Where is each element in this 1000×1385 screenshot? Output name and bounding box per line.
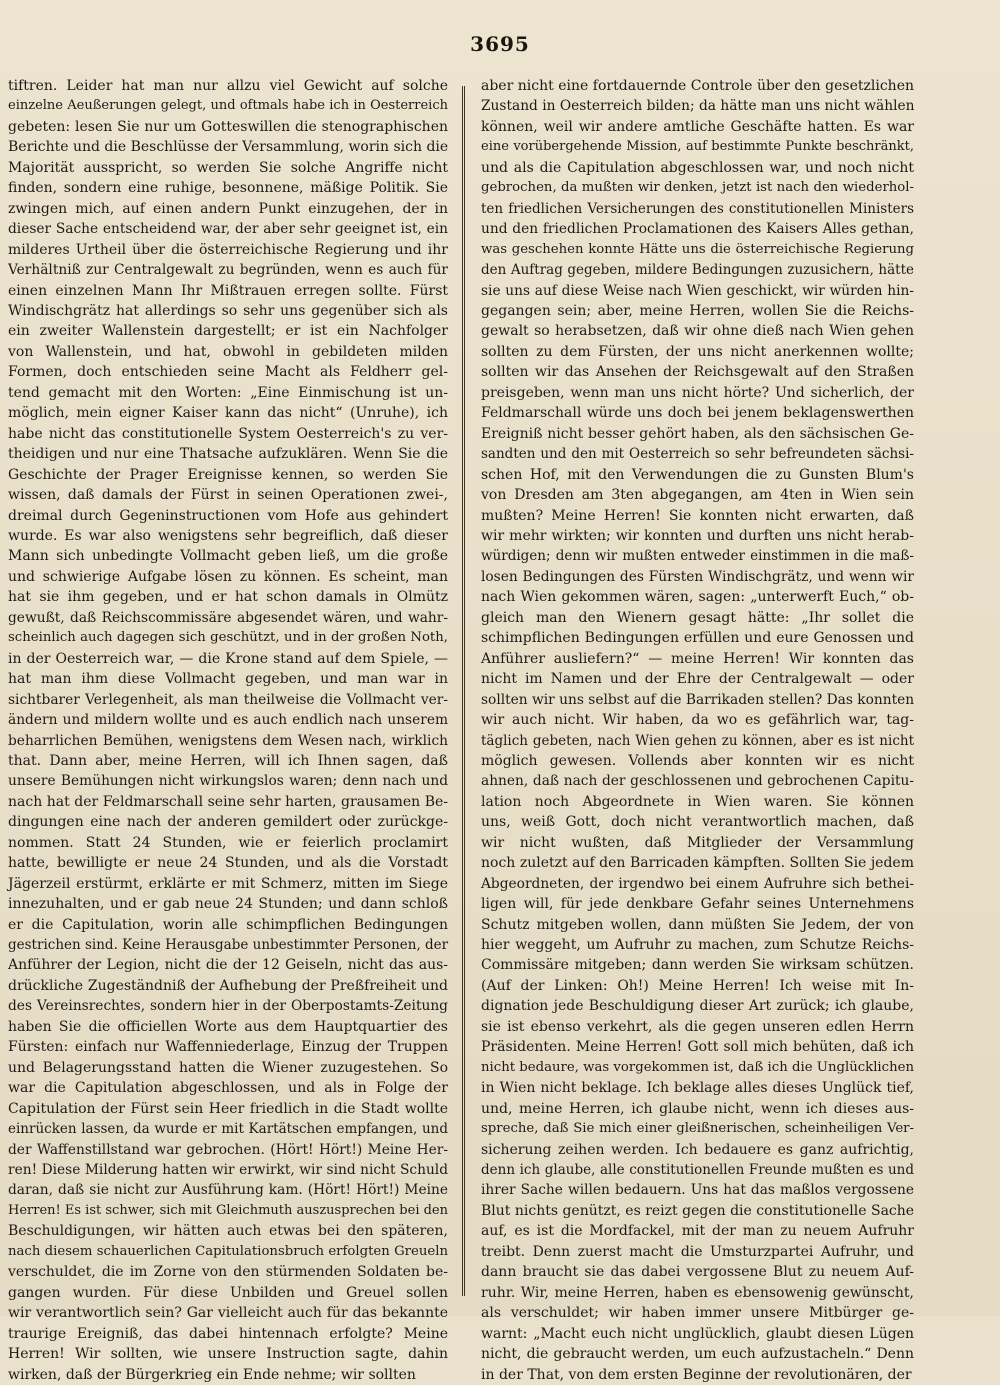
text-line: aber nicht eine fortdauernde Controle über den gesetzlichen — [481, 78, 914, 94]
text-line: dignation jede Beschuldigung dieser Art zurück; ich glaube, — [481, 998, 914, 1015]
text-line: möglich gewesen. Vollends aber konnten wir es nicht — [481, 752, 914, 769]
text-line: sollten wir das Ansehen der Reichsgewalt auf den Straßen — [481, 364, 914, 381]
text-line: mußten? Meine Herren! Sie konnten nicht erwarten, daß — [481, 507, 914, 524]
text-line: gebrochen, da mußten wir denken, jetzt ist nach den wiederhol- — [481, 180, 914, 196]
column-divider — [462, 86, 465, 1296]
text-line: nicht bedaure, was vorgekommen ist, daß ich die Unglücklichen — [481, 1059, 914, 1075]
text-line: des Vereinsrechtes, sondern hier in der Oberpostamts-Zeitung — [8, 998, 448, 1015]
text-line: hier weggeht, um Aufruhr zu machen, zum Schutze Reichs- — [481, 937, 914, 954]
text-line: that. Dann aber, meine Herren, will ich Ihnen sagen, daß — [8, 752, 448, 769]
text-line: nicht im Namen und der Ehre der Centralgewalt — oder — [481, 671, 914, 688]
text-line: Jägerzeil erstürmt, erklärte er mit Schmerz, mitten im Siege — [8, 875, 448, 892]
text-line: und, meine Herren, ich glaube nicht, wenn ich dieses aus- — [481, 1100, 914, 1117]
text-line: ein zweiter Wallenstein dargestellt; er ist ein Nachfolger — [8, 323, 448, 340]
text-line: eine vorübergehende Mission, auf bestimmte Punkte beschränkt, — [481, 139, 914, 155]
right-column — [481, 76, 915, 1383]
text-line: täglich gebeten, nach Wien gehen zu können, aber es ist nicht — [481, 732, 914, 749]
text-line: was geschehen konnte Hätte uns die österreichische Regierung — [481, 241, 914, 257]
text-line: gegangen sein; aber, meine Herren, wollen Sie die Reichs- — [481, 302, 914, 319]
text-line: ändern und mildern wollte und es auch endlich nach unserem — [8, 712, 448, 729]
text-line: Majorität ausspricht, so werden Sie solche Angriffe nicht — [8, 159, 448, 176]
text-line: von Dresden am 3ten abgegangen, am 4ten in Wien sein — [481, 487, 914, 504]
text-line: nach hat der Feldmarschall seine sehr harten, grausamen Be- — [8, 793, 448, 810]
text-line: wir nicht wußten, daß Mitglieder der Versammlung — [481, 834, 914, 851]
text-line: dingungen eine nach der anderen gemildert oder zurückge- — [8, 814, 448, 831]
text-line: ten friedlichen Versicherungen des constitutionellen Ministers — [481, 200, 914, 217]
text-line: auf, es ist die Mordfackel, mit der man zu neuem Aufruhr — [481, 1223, 914, 1240]
text-line: hat sie ihm gegeben, und er hat schon damals in Olmütz — [8, 589, 448, 606]
text-line: wurde. Es war also wenigstens sehr begreiflich, daß dieser — [8, 527, 448, 544]
text-line: und als die Capitulation abgeschlossen war, und noch nicht — [481, 159, 914, 176]
text-line: dann braucht sie das dabei vergossene Blut zu neuem Auf- — [481, 1264, 914, 1281]
text-line: tend gemacht mit den Worten: „Eine Einmischung ist un- — [8, 384, 448, 401]
text-line: Anführer der Legion, nicht die der 12 Geiseln, nicht das aus- — [8, 957, 448, 974]
text-line: tiftren. Leider hat man nur allzu viel Gewicht auf solche — [8, 78, 448, 94]
text-line: Zustand in Oesterreich bilden; da hätte man uns nicht wählen — [481, 98, 915, 115]
text-line: ruhr. Wir, meine Herren, haben es ebensowenig gewünscht, — [481, 1284, 914, 1301]
text-line: Geschichte der Prager Ereignisse kennen, so werden Sie — [8, 466, 448, 483]
text-line: würdigen; denn wir mußten entweder einstimmen in die maß- — [481, 548, 914, 565]
text-line: unsere Bemühungen nicht wirkungslos waren; denn nach und — [8, 773, 448, 790]
page-number: 3695 — [470, 32, 530, 56]
text-line: wissen, daß damals der Fürst in seinen Operationen zwei-, — [8, 487, 448, 504]
text-line: sichtbarer Verlegenheit, als man theilweise die Vollmacht ver- — [8, 691, 448, 708]
text-line: gestrichen sind. Keine Herausgabe unbestimmter Personen, der — [8, 937, 449, 954]
text-line: einzelne Aeußerungen gelegt, und oftmals habe ich in Oesterreich — [8, 98, 448, 114]
text-line: denn ich glaube, alle constitutionellen Freunde mußten es und — [481, 1162, 914, 1179]
text-line: theidigen und nur eine Thatsache aufzuklären. Wenn Sie die — [8, 446, 448, 463]
text-line: warnt: „Macht euch nicht unglücklich, glaubt diesen Lügen — [481, 1325, 914, 1342]
text-line: und Belagerungsstand hatten die Wiener zuzugestehen. So — [8, 1059, 448, 1076]
text-line: und den friedlichen Proclamationen des Kaisers Alles gethan, — [481, 221, 914, 238]
text-line: ihrer Sache willen bedauern. Uns hat das maßlos vergossene — [481, 1182, 914, 1199]
text-line: den Auftrag gegeben, mildere Bedingungen zuzusichern, hätte — [481, 262, 914, 279]
left-column — [8, 76, 449, 1383]
text-line: sollten wir uns selbst auf die Barrikaden stellen? Das konnten — [481, 691, 915, 708]
text-line: und schwierige Aufgabe lösen zu können. Es scheint, man — [8, 568, 448, 585]
text-line: Anführer ausliefern?“ — meine Herren! Wir konnten das — [481, 650, 914, 667]
text-line: wir verantwortlich sein? Gar vielleicht auch für das bekannte — [8, 1305, 448, 1322]
text-line: sicherung zeihen werden. Ich bedauere es ganz aufrichtig, — [481, 1141, 914, 1158]
text-line: Fürsten: einfach nur Waffenniederlage, Einzug der Truppen — [8, 1039, 448, 1056]
text-line: Mann sich unbedingte Vollmacht geben ließ, um die große — [8, 548, 448, 565]
text-line: ren! Diese Milderung hatten wir erwirkt, wir sind nicht Schuld — [8, 1162, 448, 1179]
text-line: verschuldet, die im Zorne von den stürmenden Soldaten be- — [8, 1264, 448, 1281]
text-line: möglich, mein eigner Kaiser kann das nicht“ (Unruhe), ich — [8, 405, 448, 422]
text-line: scheinlich auch dagegen sich geschützt, und in der großen Noth, — [8, 630, 448, 646]
text-line: uns, weiß Gott, doch nicht verantwortlich machen, daß — [481, 814, 914, 831]
text-line: in der That, von dem ersten Beginne der revolutionären, der — [481, 1366, 912, 1383]
text-line: milderes Urtheil über die österreichische Regierung und ihr — [8, 241, 448, 258]
text-line: hatte, bewilligte er neue 24 Stunden, und als die Vorstadt — [8, 855, 448, 872]
text-line: Formen, doch entschieden seine Macht als Feldherr gel- — [8, 364, 448, 381]
text-line: schimpflichen Bedingungen erfüllen und eure Genossen und — [481, 630, 914, 647]
text-line: losen Bedingungen des Fürsten Windischgrätz, und wenn wir — [481, 568, 914, 585]
text-line: Beschuldigungen, wir hätten auch etwas bei den späteren, — [8, 1223, 448, 1240]
text-line: nach diesem schauerlichen Capitulationsbruch erfolgten Greueln — [8, 1243, 448, 1259]
text-line: Blut nichts genützt, es reizt gegen die constitutionelle Sache — [481, 1202, 915, 1219]
text-line: war die Capitulation abgeschlossen, und als in Folge der — [8, 1080, 448, 1097]
text-line: er die Capitulation, worin alle schimpflichen Bedingungen — [8, 916, 448, 933]
text-line: Ereigniß nicht besser gehört haben, als den sächsischen Ge- — [481, 425, 914, 442]
text-line: gangen wurden. Für diese Unbilden und Greuel sollen — [8, 1284, 448, 1301]
text-line: gleich man den Wienern gesagt hätte: „Ihr sollet die — [481, 609, 914, 626]
text-line: Capitulation der Fürst sein Heer friedlich in die Stadt wollte — [8, 1100, 448, 1117]
text-line: zwingen mich, auf einen andern Punkt einzugehen, der in — [8, 200, 448, 217]
text-line: einrücken lassen, da wurde er mit Kartätschen empfangen, und — [8, 1121, 448, 1138]
text-line: gewalt so herabsetzen, daß wir ohne dieß nach Wien gehen — [481, 323, 914, 340]
text-line: finden, sondern eine ruhige, besonnene, mäßige Politik. Sie — [8, 180, 448, 197]
text-line: ligen will, für jede denkbare Gefahr seines Unternehmens — [481, 896, 914, 913]
text-line: wirken, daß der Bürgerkrieg ein Ende nehme; wir sollten — [8, 1366, 416, 1383]
text-line: lation noch Abgeordnete in Wien waren. Sie können — [481, 793, 914, 810]
text-line: preisgeben, wenn man uns nicht hörte? Und sicherlich, der — [481, 384, 914, 401]
text-line: Feldmarschall würde uns doch bei jenem beklagenswerthen — [481, 405, 914, 422]
text-line: dreimal durch Gegeninstructionen vom Hofe aus gehindert — [8, 507, 448, 524]
text-line: daran, daß sie nicht zur Ausführung kam. (Hört! Hört!) Meine — [8, 1182, 448, 1199]
text-line: als verschuldet; wir haben immer unsere Mitbürger ge- — [481, 1305, 914, 1322]
text-line: drückliche Zugeständniß der Aufhebung der Preßfreiheit und — [8, 977, 448, 994]
text-line: beharrlichen Bemühen, wenigstens dem Wesen nach, wirklich — [8, 732, 448, 749]
text-line: nicht, die gebraucht werden, um euch aufzustacheln.“ Denn — [481, 1346, 914, 1363]
text-line: Herren! Wir sollten, wie unsere Instruction sagte, dahin — [8, 1346, 448, 1363]
text-line: von Wallenstein, und hat, obwohl in gebildeten milden — [8, 343, 448, 360]
text-line: der Waffenstillstand war gebrochen. (Hört! Hört!) Meine Her- — [8, 1141, 448, 1158]
text-line: können, weil wir andere amtliche Geschäfte hatten. Es war — [481, 118, 914, 135]
text-line: spreche, daß Sie mich einer gleißnerischen, scheinheiligen Ver- — [481, 1121, 914, 1137]
text-line: habe nicht das constitutionelle System Oesterreich's zu ver- — [8, 425, 448, 442]
text-line: sie ist ebenso verkehrt, als die gegen unseren edlen Herrn — [481, 1018, 914, 1035]
text-line: noch zuletzt auf den Barricaden kämpften. Sollten Sie jedem — [481, 855, 914, 872]
text-line: nommen. Statt 24 Stunden, wie er feierlich proclamirt — [8, 834, 448, 851]
text-line: ahnen, daß nach der geschlossenen und gebrochenen Capitu- — [481, 773, 914, 790]
text-line: dieser Sache entscheidend war, der aber sehr geeignet ist, ein — [8, 221, 448, 238]
text-line: (Auf der Linken: Oh!) Meine Herren! Ich weise mit In- — [481, 977, 914, 994]
text-line: Commissäre mitgeben; dann werden Sie wirksam schützen. — [481, 957, 914, 974]
text-line: traurige Ereigniß, das dabei hintennach erfolgte? Meine — [8, 1325, 448, 1342]
text-line: haben Sie die officiellen Worte aus dem Hauptquartier des — [8, 1018, 448, 1035]
text-line: sandten und den mit Oesterreich so sehr befreundeten sächsi- — [481, 446, 914, 463]
text-line: in Wien nicht beklage. Ich beklage alles dieses Unglück tief, — [481, 1080, 914, 1097]
text-line: gewußt, daß Reichscommissäre abgesendet wären, und wahr- — [8, 609, 448, 626]
text-line: schen Hof, mit den Verwendungen die zu Gunsten Blum's — [481, 466, 914, 483]
text-line: nach Wien gekommen wären, sagen: „unterwerft Euch,“ ob- — [481, 589, 914, 606]
text-line: hat man ihm diese Vollmacht gegeben, und man war in — [8, 671, 448, 688]
text-line: Verhältniß zur Centralgewalt zu begründen, wenn es auch für — [8, 262, 448, 279]
text-line: wir auch nicht. Wir haben, da wo es gefährlich war, tag- — [481, 712, 914, 729]
text-line: Berichte und die Beschlüsse der Versammlung, worin sich die — [8, 139, 449, 156]
text-line: sollten zu dem Fürsten, der uns nicht anerkennen wollte; — [481, 343, 914, 360]
text-line: sie uns auf diese Weise nach Wien geschickt, wir würden hin- — [481, 282, 914, 299]
text-line: in der Oesterreich war, — die Krone stand auf dem Spiele, — — [8, 650, 448, 667]
text-line: innezuhalten, und er gab neue 24 Stunden; und dann schloß — [8, 896, 448, 913]
text-line: Abgeordneten, der irgendwo bei einem Aufruhre sich bethei- — [481, 875, 914, 892]
text-line: wir mehr wirkten; wir konnten und durften uns nicht herab- — [481, 527, 914, 544]
text-line: Herren! Es ist schwer, sich mit Gleichmuth auszusprechen bei den — [8, 1202, 448, 1218]
text-line: einen einzelnen Mann Ihr Mißtrauen erregen sollte. Fürst — [8, 282, 448, 299]
text-line: Windischgrätz hat allerdings so sehr uns gegenüber sich als — [8, 302, 448, 319]
text-line: Schutz mitgeben wollen, dann müßten Sie Jedem, der von — [481, 916, 914, 933]
text-line: gebeten: lesen Sie nur um Gotteswillen die stenographischen — [8, 118, 448, 135]
text-line: treibt. Denn zuerst macht die Umsturzpartei Aufruhr, und — [481, 1243, 914, 1260]
text-line: Präsidenten. Meine Herren! Gott soll mich behüten, daß ich — [481, 1039, 914, 1056]
